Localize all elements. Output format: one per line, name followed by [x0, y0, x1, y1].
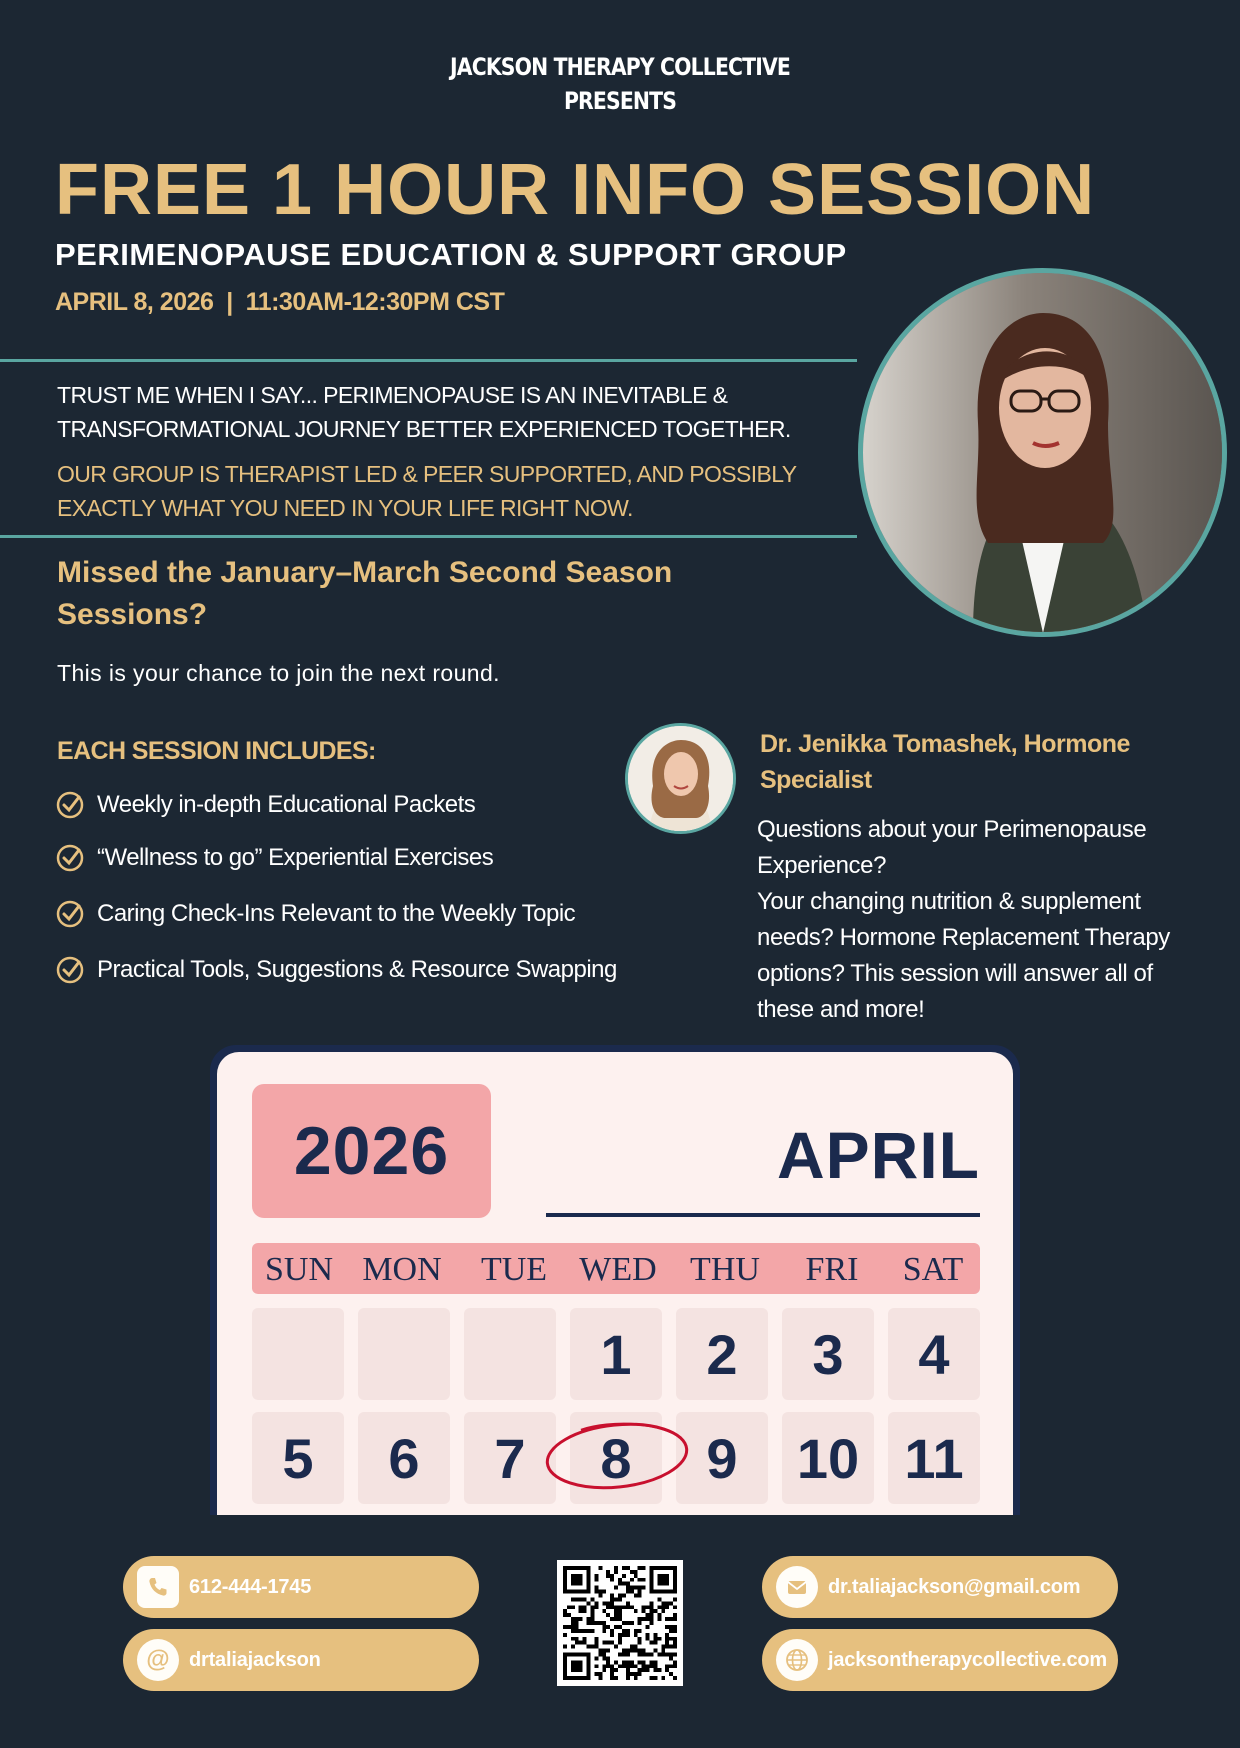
- calendar-day: 10: [782, 1412, 874, 1504]
- specialist-description: Questions about your Perimenopause Experience? Your changing nutrition & supplement needs? Hormone Replacement Therapy options? This session will answer all of these and more!: [757, 816, 1170, 1023]
- calendar-day: 5: [252, 1412, 344, 1504]
- website-url: jacksontherapycollective.com: [828, 1648, 1107, 1671]
- social-handle: drtaliajackson: [189, 1648, 321, 1671]
- missed-sessions-heading: Missed the January–March Second Season Sessions?: [57, 556, 673, 631]
- phone-contact[interactable]: [123, 1556, 479, 1618]
- calendar-year: 2026: [252, 1084, 491, 1218]
- weekday-label: THU: [690, 1251, 760, 1288]
- calendar-day: [252, 1308, 344, 1400]
- weekday-label: FRI: [805, 1251, 859, 1288]
- calendar-day: 1: [570, 1308, 662, 1400]
- social-contact[interactable]: [123, 1629, 479, 1691]
- date-circle-mark: [541, 1418, 693, 1492]
- calendar-day: 6: [358, 1412, 450, 1504]
- event-date-time: APRIL 8, 2026 | 11:30AM-12:30PM CST: [55, 288, 505, 316]
- next-round-text: This is your chance to join the next round.: [57, 660, 500, 686]
- check-circle-icon: [55, 790, 85, 820]
- check-circle-icon: [55, 899, 85, 929]
- calendar-day: 3: [782, 1308, 874, 1400]
- include-item-text: Weekly in-depth Educational Packets: [97, 791, 476, 818]
- weekday-label: WED: [579, 1251, 657, 1288]
- therapist-portrait: [858, 268, 1227, 637]
- weekday-label: SUN: [264, 1251, 334, 1288]
- at-sign-icon: @: [137, 1639, 179, 1681]
- intro-statement: TRUST ME WHEN I SAY... PERIMENOPAUSE IS AN INEVITABLE & TRANSFORMATIONAL JOURNEY BETTER EXPERIENCED TOGETHER.: [57, 382, 791, 442]
- presenter-presents: PRESENTS: [563, 87, 677, 115]
- calendar-day: 11: [888, 1412, 980, 1504]
- calendar-month: APRIL: [777, 1118, 980, 1192]
- website-contact[interactable]: [762, 1629, 1118, 1691]
- list-item: [55, 788, 475, 822]
- globe-icon: [776, 1639, 818, 1681]
- weekday-label: SAT: [902, 1251, 964, 1288]
- calendar-day: 7: [464, 1412, 556, 1504]
- check-circle-icon: [55, 843, 85, 873]
- email-contact[interactable]: [762, 1556, 1118, 1618]
- email-address: dr.taliajackson@gmail.com: [828, 1575, 1081, 1598]
- presenter-name: JACKSON THERAPY COLLECTIVE: [450, 53, 790, 81]
- calendar-day: 9: [676, 1412, 768, 1504]
- envelope-icon: [776, 1566, 818, 1608]
- includes-title: EACH SESSION INCLUDES:: [57, 737, 376, 765]
- include-item-text: Practical Tools, Suggestions & Resource Swapping: [97, 956, 617, 983]
- calendar-day: 2: [676, 1308, 768, 1400]
- specialist-name: Dr. Jenikka Tomashek, Hormone Specialist: [760, 730, 1130, 794]
- include-item-text: “Wellness to go” Experiential Exercises: [97, 844, 494, 871]
- intro-group-description: OUR GROUP IS THERAPIST LED & PEER SUPPORTED, AND POSSIBLY EXACTLY WHAT YOU NEED IN YOUR LIFE RIGHT NOW.: [57, 461, 797, 521]
- month-underline: [546, 1213, 980, 1217]
- calendar-day: [358, 1308, 450, 1400]
- phone-number: 612-444-1745: [189, 1575, 312, 1598]
- headline: FREE 1 HOUR INFO SESSION: [55, 150, 1096, 230]
- divider-top: [0, 359, 857, 362]
- check-circle-icon: [55, 955, 85, 985]
- calendar-day: 4: [888, 1308, 980, 1400]
- weekday-label: MON: [362, 1251, 442, 1288]
- presenter-line: [93, 50, 1147, 118]
- include-item-text: Caring Check-Ins Relevant to the Weekly Topic: [97, 900, 576, 927]
- calendar-day-highlighted: 8: [570, 1412, 662, 1504]
- list-item: [55, 897, 575, 931]
- calendar-day: [464, 1308, 556, 1400]
- qr-code[interactable]: [557, 1560, 683, 1686]
- subheadline: PERIMENOPAUSE EDUCATION & SUPPORT GROUP: [55, 237, 847, 272]
- list-item: [55, 953, 617, 987]
- divider-bottom: [0, 535, 857, 538]
- specialist-photo: [625, 723, 736, 834]
- phone-icon: [137, 1566, 179, 1608]
- weekday-label: TUE: [480, 1251, 548, 1288]
- list-item: [55, 841, 493, 875]
